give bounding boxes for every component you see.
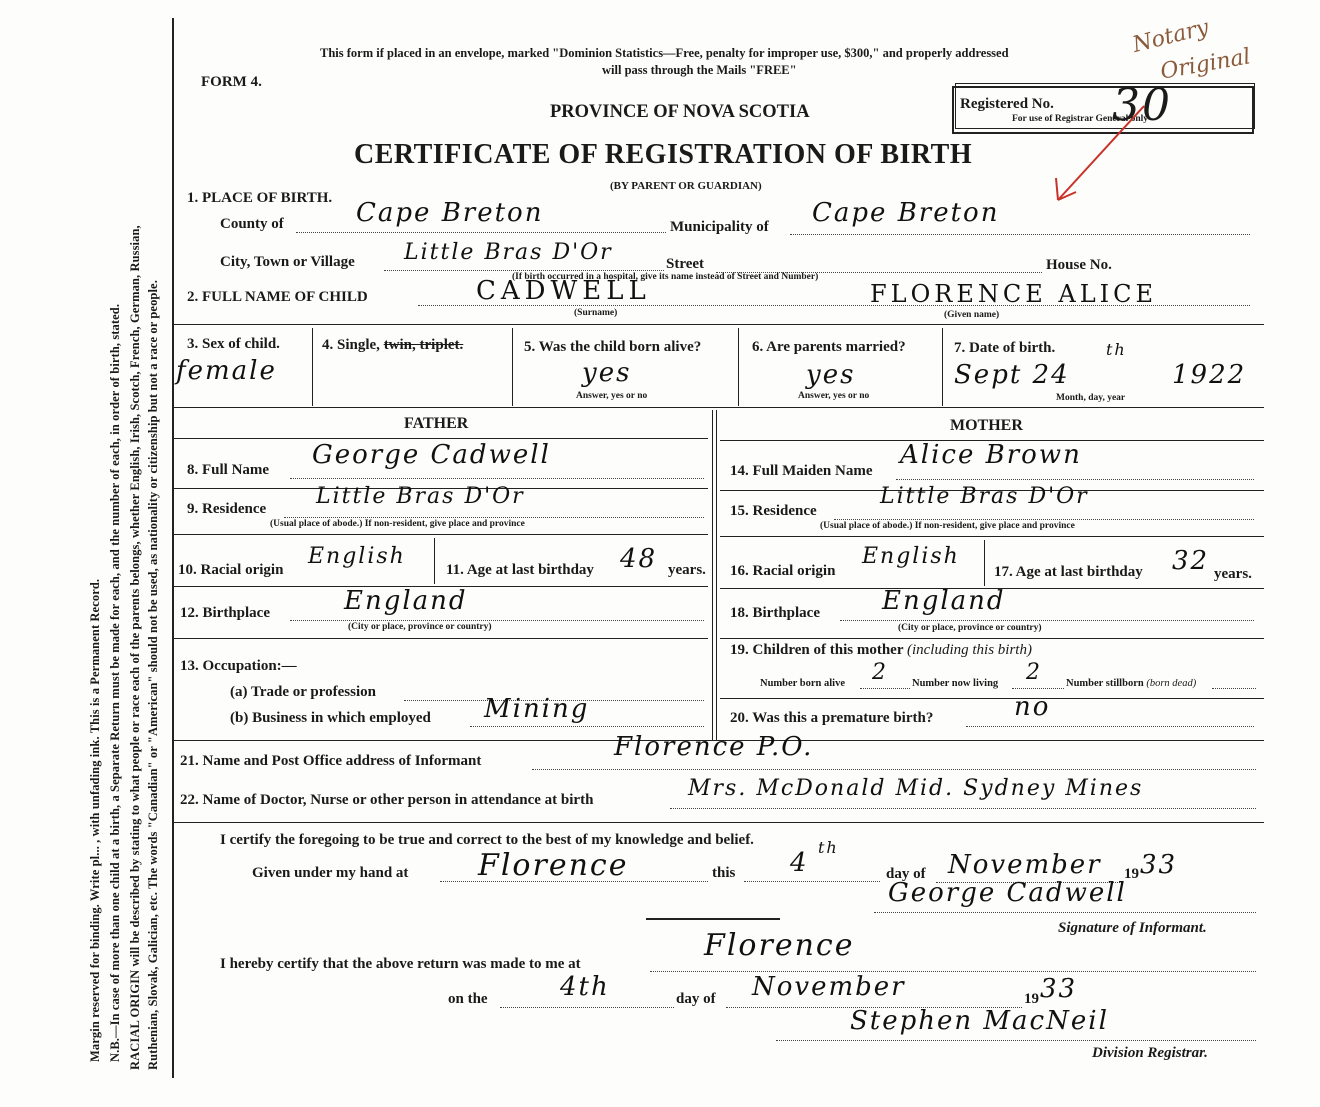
- informant-address-value: Florence P.O.: [614, 732, 814, 762]
- on-the-label: on the: [448, 991, 488, 1007]
- county-line: [296, 232, 666, 233]
- registrar-signature: Stephen MacNeil: [850, 1006, 1109, 1036]
- city-label: City, Town or Village: [220, 254, 355, 270]
- full-name-of-child-label: 2. FULL NAME OF CHILD: [187, 289, 368, 305]
- red-check-mark: [1040, 100, 1150, 210]
- made-place-value: Florence: [704, 928, 855, 963]
- rule-col-4-5: [512, 328, 513, 406]
- stillborn-label: [1066, 678, 1196, 689]
- rule-father-9: [174, 534, 708, 535]
- certificate-title: CERTIFICATE OF REGISTRATION OF BIRTH: [354, 139, 973, 170]
- rule-col-3-4: [312, 328, 313, 406]
- date-of-birth-month-day: Sept 24: [954, 360, 1070, 390]
- mother-residence-label: 15. Residence: [730, 503, 817, 519]
- premature-birth-line: [966, 726, 1254, 727]
- twin-triplet-struck: twin, triplet.: [383, 337, 464, 353]
- occupation-label: 13. Occupation:—: [180, 658, 297, 674]
- made-year-prefix: 19: [1024, 991, 1039, 1007]
- father-age-value: 48: [620, 544, 658, 574]
- father-birthplace-label: 12. Birthplace: [180, 605, 270, 621]
- born-alive-count-label: Number born alive: [760, 678, 845, 689]
- this-label: this: [712, 865, 736, 881]
- day-of-label: day of: [886, 866, 926, 882]
- hospital-note: (If birth occurred in a hospital, give its name instead of Street and Number): [512, 272, 819, 282]
- mother-age-label: 17. Age at last birthday: [994, 564, 1143, 580]
- now-living-value: 2: [1026, 660, 1042, 685]
- mother-maiden-name-value: Alice Brown: [900, 440, 1082, 470]
- rule-parents-divider-2: [716, 410, 717, 740]
- father-full-name-label: 8. Full Name: [187, 462, 270, 478]
- house-number-label: House No.: [1046, 257, 1112, 273]
- mother-racial-origin-value: English: [862, 544, 960, 569]
- stillborn-label-italic: (born dead): [1146, 678, 1197, 689]
- father-birthplace-line: [290, 620, 704, 621]
- mail-notice-line1: This form if placed in an envelope, marked "Dominion Statistics—Free, penalty for improper use, $300," and properly addressed: [320, 46, 1009, 60]
- place-of-birth-label: 1. PLACE OF BIRTH.: [187, 190, 333, 206]
- parents-married-label: 6. Are parents married?: [752, 339, 906, 355]
- born-alive-label: 5. Was the child born alive?: [524, 339, 702, 355]
- mail-notice-line2: will pass through the Mails "FREE": [602, 63, 797, 77]
- father-name-line: [290, 478, 704, 479]
- surname-caption: (Surname): [574, 308, 618, 318]
- made-place-line: [650, 971, 1256, 972]
- rule-father-heading: [174, 438, 708, 439]
- given-month-value: November: [948, 850, 1102, 880]
- registrar-signature-line: [776, 1040, 1256, 1041]
- mother-residence-line: [834, 519, 1254, 520]
- municipality-label: Municipality of: [670, 219, 769, 235]
- father-residence-caption: (Usual place of abode.) If non-resident, give place and province: [270, 519, 525, 529]
- father-full-name-value: George Cadwell: [312, 440, 551, 470]
- informant-address-label: 21. Name and Post Office address of Informant: [180, 753, 482, 769]
- child-surname-value: CADWELL: [476, 276, 651, 306]
- rule-mother-15: [720, 536, 1264, 537]
- margin-note-binding: Margin reserved for binding. Write pl... , with unfading ink. This is a Permanent Record.: [88, 578, 102, 1062]
- rule-col-6-7: [942, 328, 943, 406]
- informant-signature-caption: Signature of Informant.: [1058, 920, 1207, 936]
- date-of-birth-label: 7. Date of birth.: [954, 340, 1056, 356]
- stillborn-line: [1212, 688, 1256, 689]
- made-day-of-label: day of: [676, 991, 716, 1007]
- given-day-line: [744, 881, 880, 882]
- date-of-birth-caption: Month, day, year: [1056, 393, 1126, 403]
- father-residence-label: 9. Residence: [187, 501, 267, 517]
- father-racial-origin-value: English: [308, 544, 406, 569]
- given-name-caption: (Given name): [944, 310, 1000, 320]
- rule-certification-top: [174, 822, 1264, 823]
- given-year-value: 33: [1140, 850, 1178, 880]
- rule-parents-divider: [712, 410, 713, 740]
- binding-margin-line: [172, 18, 174, 1078]
- form-number: FORM 4.: [201, 74, 262, 90]
- given-day-value: 4: [790, 848, 809, 878]
- province-title: PROVINCE OF NOVA SCOTIA: [550, 102, 810, 122]
- child-given-name-value: FLORENCE ALICE: [870, 280, 1157, 308]
- father-birthplace-value: England: [344, 586, 468, 616]
- municipality-value: Cape Breton: [812, 198, 1000, 228]
- business-employed-line: [470, 726, 704, 727]
- municipality-line: [790, 234, 1250, 235]
- county-label: County of: [220, 216, 284, 232]
- children-label-italic: (including this birth): [906, 642, 1032, 658]
- street-label: Street: [666, 256, 705, 272]
- attendant-label: 22. Name of Doctor, Nurse or other person in attendance at birth: [180, 792, 594, 808]
- made-year-value: 33: [1040, 974, 1078, 1004]
- mother-birthplace-label: 18. Birthplace: [730, 605, 820, 621]
- parents-married-value: yes: [806, 360, 856, 390]
- informant-signature: George Cadwell: [888, 878, 1127, 908]
- rule-mother-16-17: [984, 540, 985, 586]
- rule-certification-short: [646, 918, 780, 920]
- sex-of-child-label: 3. Sex of child.: [187, 336, 280, 352]
- rule-col-5-6: [738, 328, 739, 406]
- made-day-line: [500, 1007, 674, 1008]
- date-of-birth-year: 1922: [1172, 360, 1247, 390]
- registered-note: For use of Registrar General only: [1012, 114, 1149, 124]
- father-residence-value: Little Bras D'Or: [316, 484, 525, 509]
- father-years-label: years.: [668, 562, 706, 578]
- rule-row-3-top: [174, 324, 1264, 325]
- given-day-ordinal: th: [818, 838, 839, 857]
- now-living-label: Number now living: [912, 678, 999, 689]
- stillborn-label-main: Number stillborn: [1066, 678, 1144, 689]
- children-label-main: 19. Children of this mother: [730, 642, 904, 658]
- given-year-prefix: 19: [1124, 866, 1139, 882]
- registered-label: Registered No.: [960, 96, 1054, 112]
- sex-of-child-value: female: [176, 356, 277, 386]
- mother-years-label: years.: [1214, 566, 1252, 582]
- city-value: Little Bras D'Or: [404, 240, 613, 265]
- born-alive-count-line: [860, 688, 910, 689]
- registrar-caption: Division Registrar.: [1092, 1045, 1208, 1061]
- parents-married-caption: Answer, yes or no: [798, 391, 870, 401]
- rule-mother-19: [720, 698, 1264, 699]
- county-value: Cape Breton: [356, 198, 544, 228]
- given-place-value: Florence: [478, 848, 629, 883]
- attendant-value: Mrs. McDonald Mid. Sydney Mines: [688, 776, 1144, 801]
- informant-signature-line: [874, 912, 1256, 913]
- mother-name-line: [896, 479, 1254, 480]
- premature-birth-label: 20. Was this a premature birth?: [730, 710, 934, 726]
- born-alive-count-value: 2: [872, 660, 888, 685]
- mother-racial-origin-label: 16. Racial origin: [730, 563, 836, 579]
- made-month-value: November: [752, 972, 906, 1002]
- mother-heading: MOTHER: [950, 417, 1023, 434]
- trade-profession-label: (a) Trade or profession: [230, 684, 376, 700]
- date-of-birth-ordinal: th: [1106, 340, 1127, 359]
- rule-parents-top: [174, 407, 1264, 408]
- made-day-value: 4th: [560, 972, 610, 1002]
- margin-note-multiple-births: N.B.—In case of more than one child at a birth, a Separate Return must be made for each, and the number of each, in order of birth, stated.: [108, 303, 122, 1062]
- mother-birthplace-value: England: [882, 586, 1006, 616]
- mother-age-value: 32: [1172, 546, 1210, 576]
- father-residence-line: [284, 517, 704, 518]
- father-birthplace-caption: (City or place, province or country): [348, 622, 492, 632]
- given-under-hand-label: Given under my hand at: [252, 865, 409, 881]
- certificate-subtitle: (BY PARENT OR GUARDIAN): [610, 180, 762, 192]
- premature-birth-value: no: [1014, 692, 1051, 722]
- mother-maiden-name-label: 14. Full Maiden Name: [730, 463, 873, 479]
- mother-birthplace-line: [840, 620, 1254, 621]
- single-twin-label: [322, 337, 463, 354]
- margin-note-racial-origin-2: Ruthenian, Slovak, Galician, etc. The words "Canadian" or "American" should not be used, as nationality or citizenship but not a race or people.: [146, 280, 160, 1070]
- corner-note-notary: Notary: [1130, 15, 1212, 58]
- margin-note-racial-origin: RACIAL ORIGIN will be described by stating to what people or race each of the parents belongs, whether English, Irish, Scotch, French, German, Russian,: [128, 225, 142, 1070]
- certify-statement: I certify the foregoing to be true and correct to the best of my knowledge and belief.: [220, 832, 754, 848]
- corner-note-original: Original: [1158, 44, 1253, 85]
- children-of-mother-label: [730, 642, 1032, 659]
- business-employed-label: (b) Business in which employed: [230, 710, 431, 726]
- born-alive-value: yes: [582, 358, 632, 388]
- father-age-label: 11. Age at last birthday: [446, 562, 594, 578]
- hereby-certify-statement: I hereby certify that the above return was made to me at: [220, 956, 581, 972]
- rule-father-12: [174, 638, 708, 639]
- father-heading: FATHER: [404, 415, 469, 432]
- rule-mother-18: [720, 638, 1264, 639]
- attendant-line: [670, 808, 1256, 809]
- mother-residence-value: Little Bras D'Or: [880, 484, 1089, 509]
- city-line: [384, 270, 664, 271]
- registered-number-value: 30: [1112, 80, 1172, 131]
- business-employed-value: Mining: [484, 694, 590, 724]
- mother-birthplace-caption: (City or place, province or country): [898, 623, 1042, 633]
- father-racial-origin-label: 10. Racial origin: [178, 562, 284, 578]
- born-alive-caption: Answer, yes or no: [576, 391, 648, 401]
- now-living-line: [1012, 688, 1064, 689]
- informant-address-line: [532, 769, 1256, 770]
- mother-residence-caption: (Usual place of abode.) If non-resident, give place and province: [820, 521, 1075, 531]
- single-label: 4. Single,: [322, 337, 384, 353]
- rule-father-10-11: [434, 538, 435, 584]
